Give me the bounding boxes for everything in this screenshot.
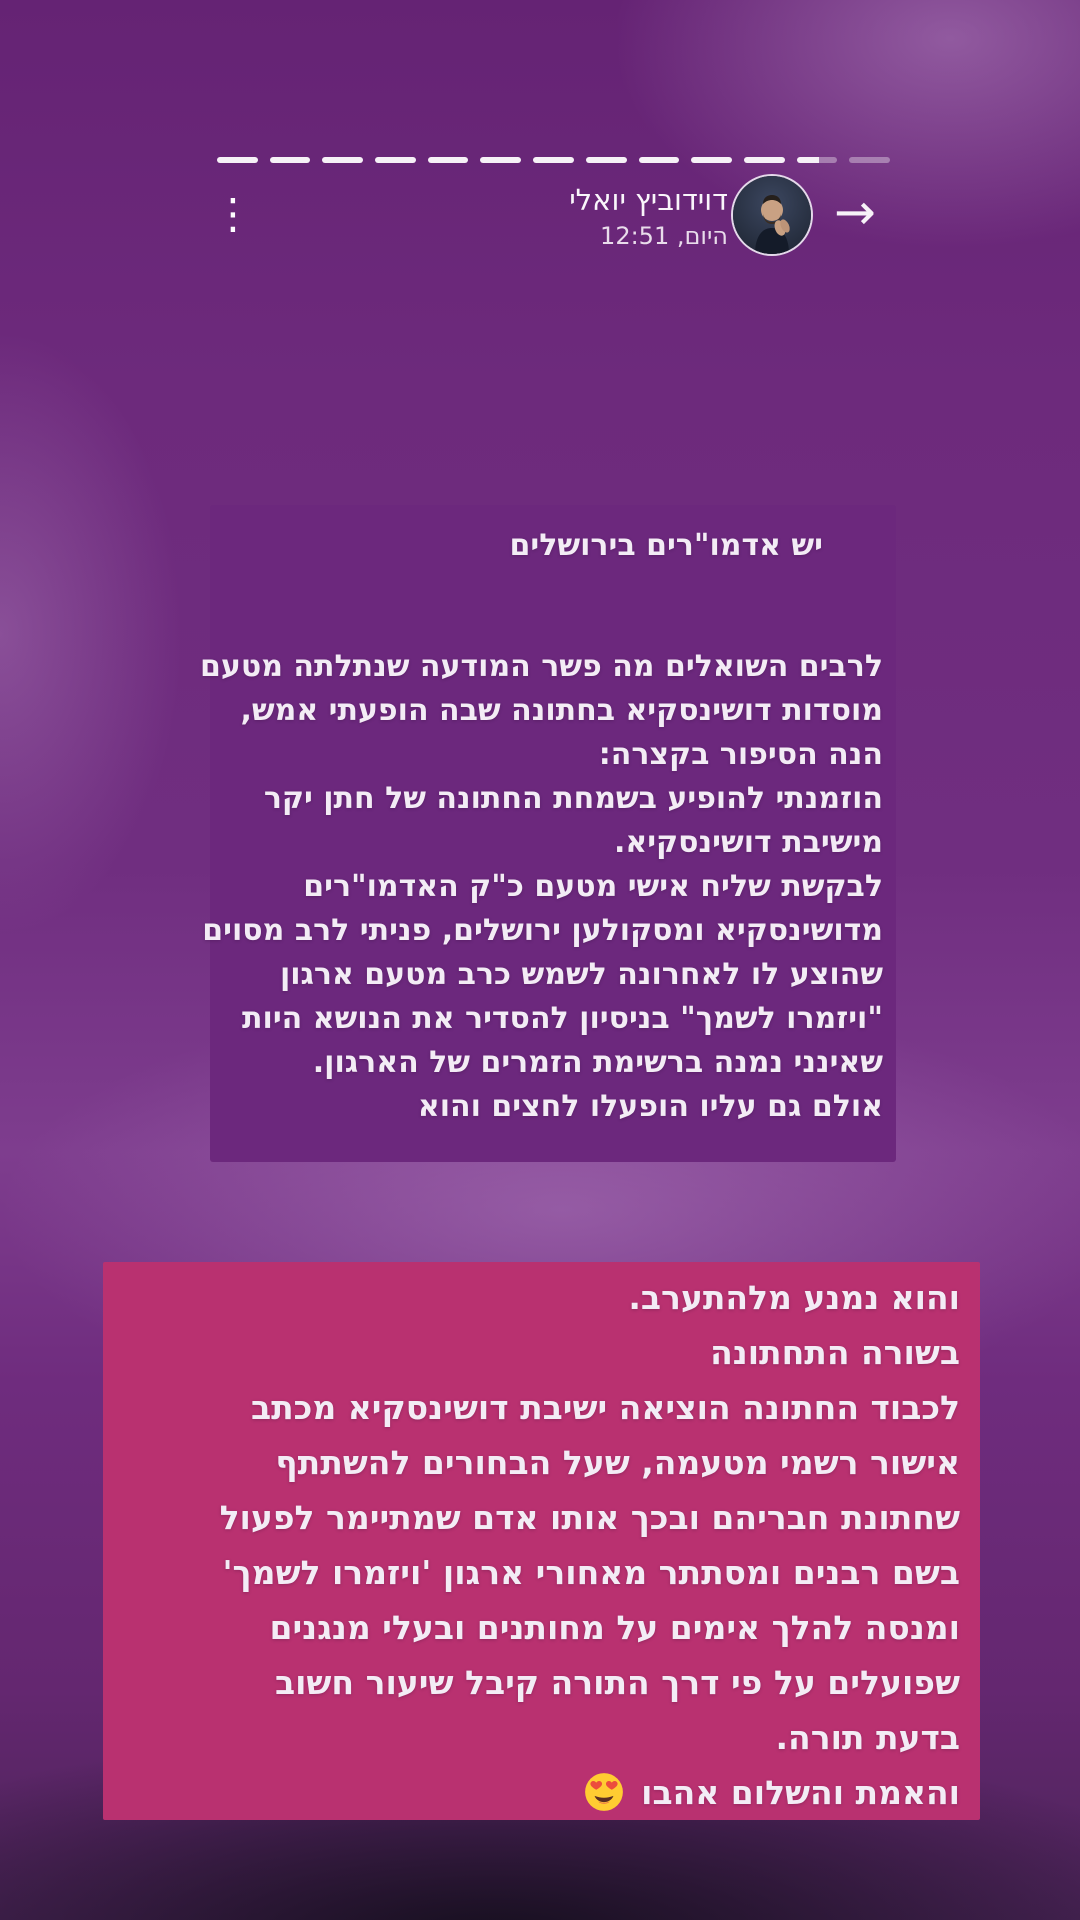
text-line: הוזמנתי להופיע בשמחת החתונה של חתן יקר bbox=[263, 781, 883, 816]
text-line: שהוצע לו לאחרונה לשמש כרב מטעם ארגון bbox=[279, 957, 883, 992]
text-line: אישור רשמי מטעמה, שעל הבחורים להשתתף bbox=[275, 1443, 960, 1482]
progress-segment bbox=[849, 157, 890, 163]
progress-segment bbox=[375, 157, 416, 163]
progress-segment bbox=[322, 157, 363, 163]
progress-segment bbox=[533, 157, 574, 163]
more-options-icon[interactable]: ⋮ bbox=[212, 189, 254, 238]
text-line: לכבוד החתונה הוציאה ישיבת דושינסקיא מכתב bbox=[250, 1388, 960, 1427]
progress-segment bbox=[270, 157, 311, 163]
text-line: שחתונת חבריהם ובכך אותו אדם שמתיימר לפעול bbox=[219, 1498, 960, 1537]
text-line: בשורה התחתונה bbox=[710, 1333, 960, 1372]
text-line: מדושינסקיא ומסקולען ירושלים, פניתי לרב מסוים bbox=[202, 913, 883, 948]
text-line: מישיבת דושינסקיא. bbox=[613, 825, 883, 860]
text-line: לרבים השואלים מה פשר המודעה שנתלתה מטעם bbox=[199, 649, 883, 684]
progress-segment bbox=[428, 157, 469, 163]
progress-segment bbox=[639, 157, 680, 163]
progress-segment bbox=[797, 157, 838, 163]
contact-name[interactable]: דוידוביץ יואלי bbox=[569, 183, 728, 217]
text-line: שפועלים על פי דרך התורה קיבל שיעור חשוב bbox=[274, 1663, 960, 1702]
status-timestamp: היום, 12:51 bbox=[600, 222, 728, 250]
heart-eyes-emoji bbox=[584, 1772, 624, 1812]
status-text-card-purple bbox=[199, 505, 896, 1162]
text-line: והאמת והשלום אהבו bbox=[641, 1773, 960, 1812]
text-line: "ויזמרו לשמך" בניסיון להסדיר את הנושא היות bbox=[242, 1001, 883, 1036]
text-line: והוא נמנע מלהתערב. bbox=[628, 1278, 960, 1317]
progress-segment bbox=[480, 157, 521, 163]
text-line: בדעת תורה. bbox=[775, 1718, 960, 1757]
card-title: יש אדמו"רים בירושלים bbox=[509, 528, 823, 563]
progress-segment bbox=[691, 157, 732, 163]
forward-arrow-icon[interactable]: → bbox=[834, 183, 876, 241]
status-progress-bar bbox=[217, 157, 890, 163]
header-contact-info bbox=[569, 183, 728, 250]
text-line: מוסדות דושינסקיא בחתונה שבה הופעתי אמש, bbox=[240, 693, 883, 728]
avatar[interactable] bbox=[733, 176, 811, 254]
text-line: אולם גם עליו הופעלו לחצים והוא bbox=[417, 1089, 883, 1124]
status-text-card-pink bbox=[103, 1262, 980, 1820]
text-line: לבקשת שליח אישי מטעם כ"ק האדמו"רים bbox=[303, 869, 883, 904]
text-line-with-emoji bbox=[123, 1765, 960, 1820]
text-line: הנה הסיפור בקצרה: bbox=[598, 737, 883, 772]
text-line: בשם רבנים ומסתתר מאחורי ארגון 'ויזמרו לשמך' bbox=[222, 1553, 960, 1592]
avatar-photo bbox=[733, 176, 811, 254]
progress-segment bbox=[217, 157, 258, 163]
progress-segment bbox=[586, 157, 627, 163]
card-body bbox=[199, 645, 883, 1129]
progress-segment bbox=[744, 157, 785, 163]
text-line: ומנסה להלך אימים על מחותנים ובעלי מנגנים bbox=[269, 1608, 960, 1647]
text-line: שאינני נמנה ברשימת הזמרים של הארגון. bbox=[312, 1045, 883, 1080]
